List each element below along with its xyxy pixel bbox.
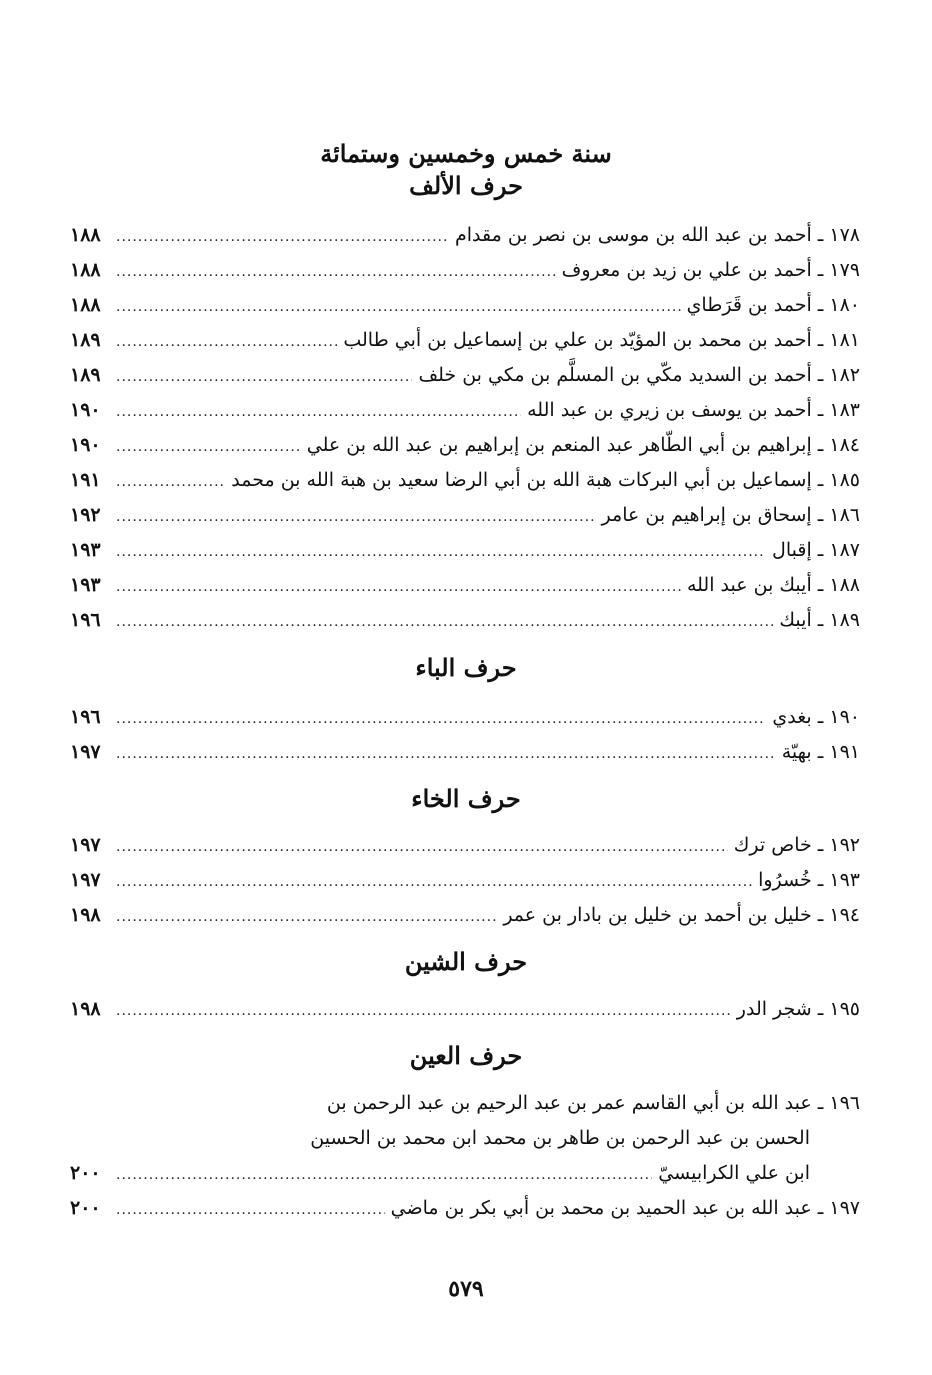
entry-name: ١٩٠ ـ بغدي	[772, 706, 860, 728]
leader-dots	[116, 465, 225, 499]
entry-page-number: ١٩١	[70, 469, 101, 491]
entry-page-number: ١٨٨	[70, 294, 101, 316]
entry-page-number: ١٩٦	[70, 706, 101, 728]
entry-name: ١٩٧ ـ عبد الله بن عبد الحميد بن محمد بن أبي بكر بن ماضي	[390, 1197, 860, 1219]
index-entry	[70, 463, 860, 497]
leader-dots	[116, 900, 497, 934]
entry-name: ١٨١ ـ أحمد بن محمد بن المؤيّد بن علي بن إسماعيل بن أبي طالب	[343, 329, 860, 351]
entry-page-number: ١٩٣	[70, 539, 101, 561]
leader-dots	[116, 994, 731, 1028]
section-heading-ba: حرف الباء	[415, 653, 517, 682]
entry-page-number: ١٩٨	[70, 998, 101, 1020]
entry-continuation: الحسن بن عبد الرحمن بن طاهر بن محمد ابن محمد بن الحسين	[310, 1127, 810, 1149]
page-number: ٥٧٩	[448, 1276, 484, 1302]
entry-name: ١٩٦ ـ عبد الله بن أبي القاسم عمر بن عبد الرحيم بن عبد الرحمن بن	[326, 1092, 860, 1114]
entry-page-number: ١٩٨	[70, 904, 101, 926]
index-entry	[70, 735, 860, 769]
index-entry	[70, 288, 860, 322]
index-entry	[70, 533, 860, 567]
entry-name: ١٨٣ ـ أحمد بن يوسف بن زيري بن عبد الله	[527, 399, 860, 421]
leader-dots	[116, 737, 776, 771]
leader-dots	[116, 570, 681, 604]
entry-page-number: ١٩٧	[70, 869, 101, 891]
leader-dots	[116, 360, 412, 394]
entry-name: ١٩٢ ـ خاص ترك	[733, 834, 860, 856]
entry-page-number: ٢٠٠	[70, 1162, 101, 1184]
entry-page-number: ١٩٧	[70, 834, 101, 856]
index-entry	[70, 358, 860, 392]
index-entry	[70, 393, 860, 427]
entry-name: ١٨٨ ـ أيبك بن عبد الله	[686, 574, 860, 596]
leader-dots	[116, 535, 766, 569]
entry-name: ١٩٥ ـ شجر الدر	[736, 998, 860, 1020]
index-entry	[70, 828, 860, 862]
entry-page-number: ١٩٧	[70, 741, 101, 763]
leader-dots	[116, 830, 728, 864]
entry-page-number: ١٩٠	[70, 434, 101, 456]
entry-name: ١٧٩ ـ أحمد بن علي بن زيد بن معروف	[561, 259, 860, 281]
index-entry	[70, 253, 860, 287]
index-entry	[70, 992, 860, 1026]
entry-name: ١٨٢ ـ أحمد بن السديد مكّي بن المسلَّم بن مكي بن خلف	[418, 364, 860, 386]
section-heading-ayn: حرف العين	[409, 1041, 523, 1070]
entry-name: ١٨٠ ـ أحمد بن قَرَطاي	[686, 294, 860, 316]
entry-page-number: ١٨٩	[70, 329, 101, 351]
index-entry	[70, 1086, 860, 1120]
leader-dots	[116, 605, 773, 639]
entry-name: ١٩٣ ـ خُسرُوا	[758, 869, 860, 891]
entry-name: ١٩١ ـ بهيّة	[781, 741, 860, 763]
entry-name: ١٧٨ ـ أحمد بن عبد الله بن موسى بن نصر بن مقدام	[454, 224, 860, 246]
index-entry	[70, 218, 860, 252]
entry-page-number: ٢٠٠	[70, 1197, 101, 1219]
entry-page-number: ١٩٠	[70, 399, 101, 421]
index-entry	[70, 863, 860, 897]
leader-dots	[116, 500, 596, 534]
leader-dots	[116, 702, 766, 736]
section-heading-kha: حرف الخاء	[411, 784, 521, 813]
index-entry-continuation	[70, 1156, 810, 1190]
leader-dots	[116, 1158, 652, 1192]
section-heading-alif: حرف الألف	[409, 171, 523, 200]
index-entry	[70, 323, 860, 357]
entry-name: ١٨٦ ـ إسحاق بن إبراهيم بن عامر	[601, 504, 860, 526]
leader-dots	[116, 325, 337, 359]
entry-page-number: ١٨٨	[70, 259, 101, 281]
leader-dots	[116, 395, 521, 429]
entry-page-number: ١٩٢	[70, 504, 101, 526]
entry-page-number: ١٩٣	[70, 574, 101, 596]
entry-name: ابن علي الكرابيسيّ	[658, 1162, 810, 1184]
entry-name: ١٨٤ ـ إبراهيم بن أبي الطّاهر عبد المنعم بن إبراهيم بن عبد الله بن علي	[306, 434, 860, 456]
section-heading-shin: حرف الشين	[404, 947, 528, 976]
year-heading-text: سنة خمس وخمسين وستمائة	[320, 139, 612, 168]
entry-page-number: ١٨٨	[70, 224, 101, 246]
index-entry	[70, 1191, 860, 1225]
index-entry	[70, 568, 860, 602]
leader-dots	[116, 865, 752, 899]
entry-name: ١٨٩ ـ أيبك	[779, 609, 860, 631]
index-entry	[70, 700, 860, 734]
entry-page-number: ١٩٦	[70, 609, 101, 631]
leader-dots	[116, 1193, 385, 1227]
index-entry	[70, 603, 860, 637]
entry-name: ١٩٤ ـ خليل بن أحمد بن خليل بن بادار بن عمر	[503, 904, 860, 926]
entry-page-number: ١٨٩	[70, 364, 101, 386]
index-entry	[70, 898, 860, 932]
entry-name: ١٨٥ ـ إسماعيل بن أبي البركات هبة الله بن أبي الرضا سعيد بن هبة الله بن محمد	[231, 469, 860, 491]
leader-dots	[116, 220, 449, 254]
leader-dots	[116, 430, 301, 464]
leader-dots	[116, 290, 681, 324]
entry-name: ١٨٧ ـ إقبال	[772, 539, 860, 561]
index-entry	[70, 428, 860, 462]
index-entry	[70, 498, 860, 532]
year-heading	[0, 138, 932, 202]
leader-dots	[116, 255, 556, 289]
